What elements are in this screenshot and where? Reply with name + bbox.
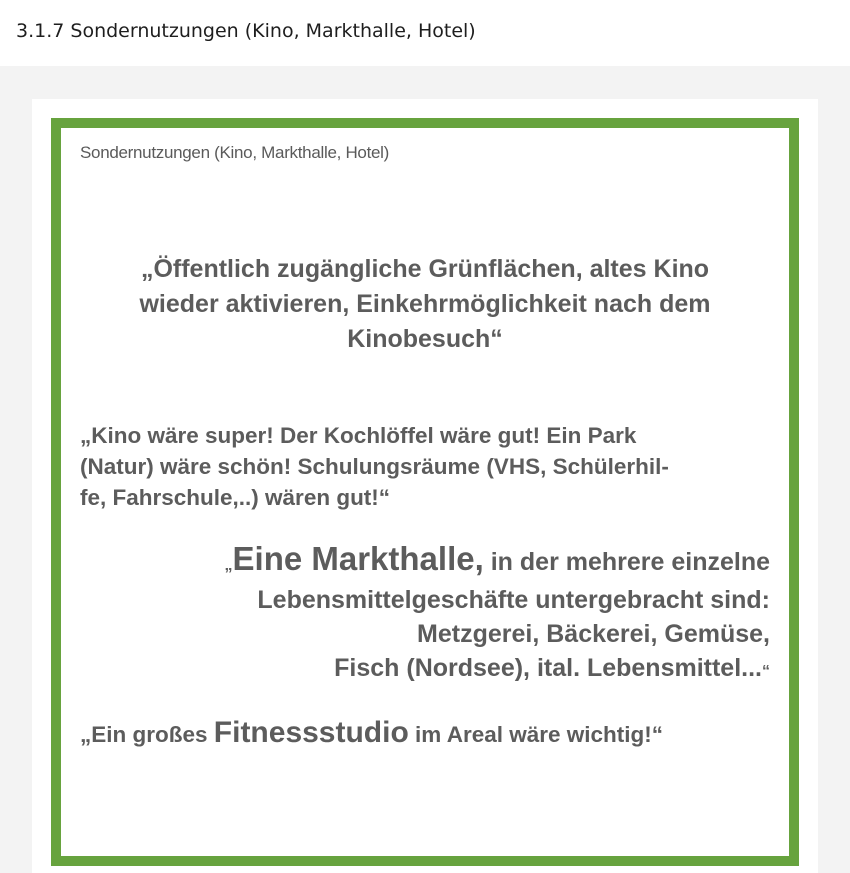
page-title: 3.1.7 Sondernutzungen (Kino, Markthalle, Hotel) [16, 20, 476, 42]
quote-line [100, 651, 770, 689]
quote-text: Fisch (Nordsee), ital. Lebensmittel... [334, 654, 762, 682]
quote-markthalle [100, 542, 770, 689]
quote-line [100, 542, 770, 583]
quote-line: wieder aktivieren, Einkehrmöglichkeit nach dem [139, 290, 711, 318]
quote-open-mark: „ [224, 557, 233, 574]
quote-line: fe, Fahrschule,..) wären gut!“ [80, 485, 391, 510]
quote-line: Lebensmittelgeschäfte untergebracht sind: [257, 586, 770, 614]
quote-kino-kochloeffel [80, 420, 780, 513]
quote-close-mark: “ [762, 663, 770, 680]
quote-line: Metzgerei, Bäckerei, Gemüse, [417, 620, 770, 648]
quote-text: „Ein großes [80, 722, 214, 747]
figure-label: Sondernutzungen (Kino, Markthalle, Hotel) [80, 143, 389, 162]
quote-text: im Areal wäre wichtig!“ [408, 722, 664, 747]
quote-emphasis: Fitnessstudio [213, 716, 409, 749]
quote-emphasis: Eine Markthalle, [232, 540, 484, 577]
quote-fitnessstudio [80, 716, 780, 752]
quote-line: Kinobesuch“ [347, 325, 503, 353]
quote-line: „Kino wäre super! Der Kochlöffel wäre gut! Ein Park [80, 423, 637, 448]
quote-text: in der mehrere einzelne [483, 548, 770, 576]
quote-line: „Öffentlich zugängliche Grünflächen, altes Kino [140, 255, 710, 283]
quote-kino-gruenflaechen [70, 252, 780, 357]
quote-line: (Natur) wäre schön! Schulungsräume (VHS, Schülerhil- [80, 454, 669, 479]
